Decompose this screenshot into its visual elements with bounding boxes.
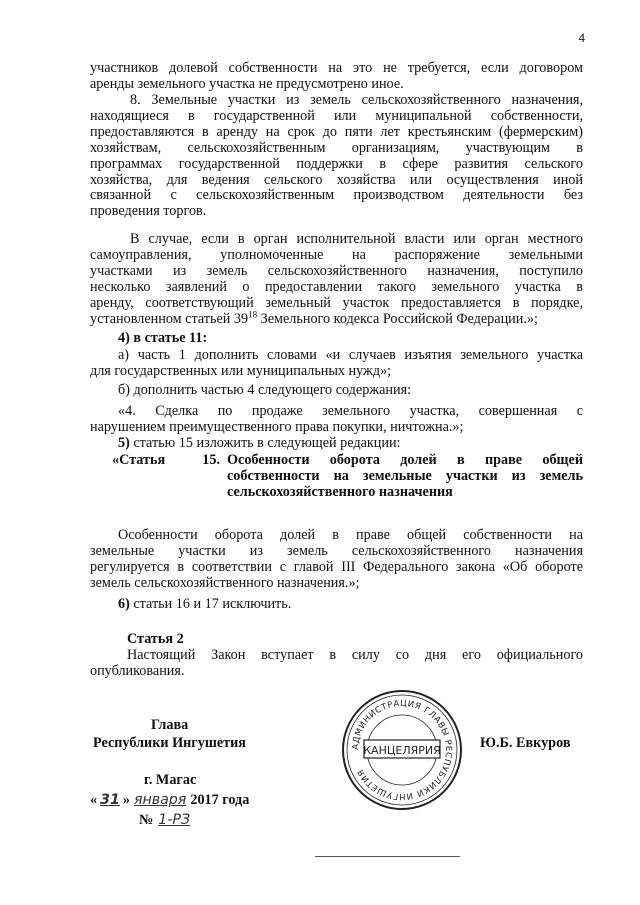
item-5: 5) статью 15 изложить в следующей редакции: (118, 435, 401, 451)
text-line: а) часть 1 дополнить словами «и случаев изъятия земельного участка (118, 347, 583, 363)
text-line: хозяйства, для ведения сельского хозяйства или осуществления иной (90, 171, 583, 188)
text-line: связанной с сельскохозяйственным производством деятельности без (90, 187, 583, 204)
text-line: участками из земель сельскохозяйственного назначения, поступило (90, 262, 583, 279)
title-line: сельскохозяйственного назначения (227, 483, 453, 500)
law-number-handwritten: 1-РЗ (158, 812, 191, 828)
text-line: регулируется в соответствии с главой III Федерального закона «Об обороте (90, 558, 583, 575)
text-line: участников долевой собственности на это не требуется, если договором (90, 60, 583, 76)
title-line: собственности на земельные участки из земель (227, 467, 583, 484)
item-4-heading: 4) в статье 11: (118, 330, 208, 346)
official-seal-icon (340, 688, 464, 812)
article-2-body (90, 648, 583, 680)
law-number: № 1-РЗ (139, 813, 195, 829)
text-line: «4. Сделка по продаже земельного участка, совершенная с (118, 403, 583, 419)
text-line: Настоящий Закон вступает в силу со дня его официального (127, 647, 583, 663)
text-line: проведения торгов. (90, 203, 207, 220)
seal-center-text: КАНЦЕЛЯРИЯ (363, 744, 441, 757)
item-6: 6) статьи 16 и 17 исключить. (118, 596, 292, 612)
date-month-handwritten: января (133, 792, 187, 808)
paragraph-multiple-applications (90, 232, 583, 327)
article-15-label: «Статья 15. (112, 452, 220, 468)
text-line: земельные участки из земель сельскохозяйственного назначения (90, 542, 583, 559)
superscript: 18 (248, 308, 258, 319)
text-line: 8. Земельные участки из земель сельскохозяйственного назначения, (130, 92, 583, 108)
text-line: установленном статьей $39^{18}$ Земельного кодекса Российской Федерации.»; (90, 308, 538, 327)
item-4b: б) дополнить частью 4 следующего содержания: (118, 382, 412, 398)
signatory-name: Ю.Б. Евкуров (480, 735, 571, 751)
item-4b-text (90, 404, 583, 436)
seal-ring-text: АДМИНИСТРАЦИЯ ГЛАВЫ РЕСПУБЛИКИ ИНГУШЕТИЯ (350, 698, 454, 802)
item-4a (90, 348, 583, 380)
text-line: программах государственной поддержки в сфере развития сельского (90, 155, 583, 172)
text-line: В случае, если в орган исполнительной власти или орган местного (130, 231, 583, 247)
bottom-divider (315, 856, 460, 857)
page-number: 4 (578, 30, 585, 45)
article-2-title: Статья 2 (127, 631, 184, 647)
text-line: земель сельскохозяйственного назначения.»; (90, 574, 360, 591)
article-15-body (90, 528, 583, 592)
text-line: аренды земельного участка не предусмотрено иное. (90, 75, 404, 92)
text-line: несколько заявлений о предоставлении такого земельного участка в (90, 278, 583, 295)
text-line: для государственных или муниципальных нужд»; (90, 362, 392, 379)
paragraph-continuation (90, 61, 583, 93)
signing-date: « 31 » января 2017 года (90, 792, 250, 808)
article-15-title (227, 453, 583, 501)
text-line: нарушением преимущественного права покупки, ничтожна.»; (90, 418, 464, 435)
text-line: аренду, соответствующий земельный участок предоставляется в порядке, (90, 294, 583, 311)
text-line: хозяйствам, сельскохозяйственным организациям, участвующим в (90, 139, 583, 156)
text-line: находящиеся в государственной или муниципальной собственности, (90, 107, 583, 124)
text-line: Особенности оборота долей в праве общей собственности на (118, 527, 583, 543)
text-line: опубликования. (90, 662, 185, 679)
paragraph-item-8 (90, 93, 583, 220)
signatory-role-line1: Глава (151, 717, 189, 733)
signatory-role-line2: Республики Ингушетия (93, 735, 246, 751)
title-line: Особенности оборота долей в праве общей (227, 452, 583, 468)
text-line: самоуправления, уполномоченные на распоряжение земельными (90, 246, 583, 263)
date-day-handwritten: 31 (100, 792, 120, 808)
text-line: предоставляются в аренду на срок до пяти лет крестьянским (фермерским) (90, 123, 583, 140)
place-of-signing: г. Магас (144, 772, 197, 788)
